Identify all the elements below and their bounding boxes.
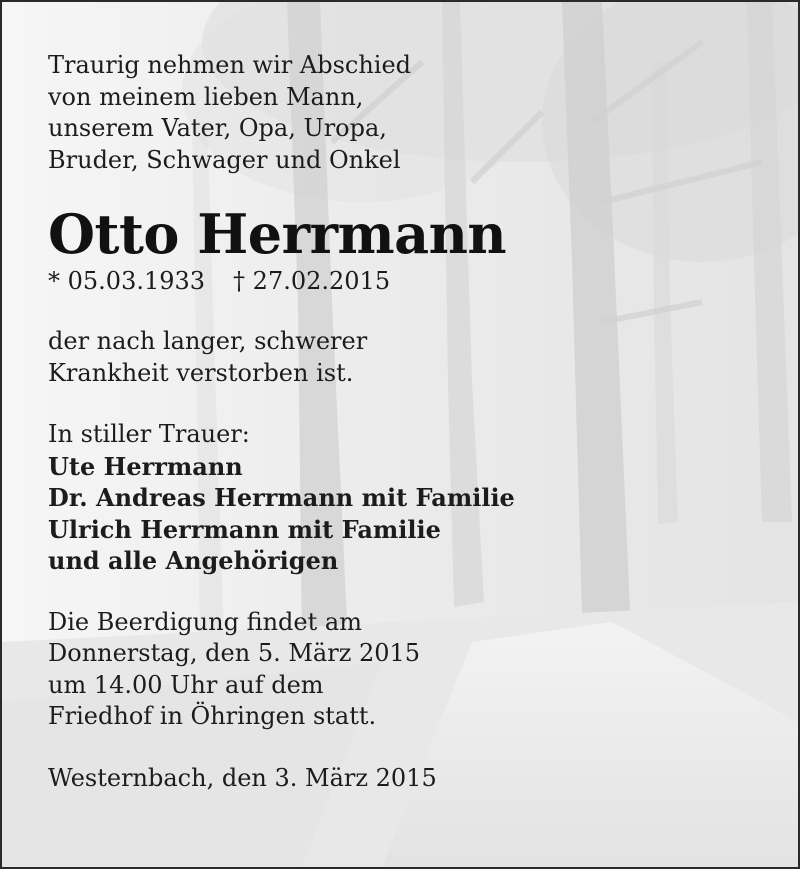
illness-line: Krankheit verstorben ist.: [48, 358, 354, 387]
illness-line: der nach langer, schwerer: [48, 327, 368, 355]
funeral-line: Friedhof in Öhringen statt.: [48, 702, 377, 730]
mourner-name: Ute Herrmann: [48, 451, 243, 481]
deceased-name: Otto Herrmann: [48, 202, 507, 266]
illness-text: [48, 326, 768, 389]
funeral-line: um 14.00 Uhr auf dem: [48, 670, 324, 699]
intro-line: Bruder, Schwager und Onkel: [48, 145, 401, 174]
birth-date: * 05.03.1933: [48, 267, 206, 295]
funeral-line: Die Beerdigung findet am: [48, 607, 362, 636]
notice-content: [48, 50, 768, 794]
intro-line: Traurig nehmen wir Abschied: [48, 51, 412, 79]
mourning-heading: In stiller Trauer:: [48, 420, 250, 448]
place-and-date: Westernbach, den 3. März 2015: [48, 763, 437, 792]
funeral-info: [48, 607, 768, 733]
mourner-name: Dr. Andreas Herrmann mit Familie: [48, 483, 515, 512]
mourners-section: [48, 419, 768, 577]
funeral-line: Donnerstag, den 5. März 2015: [48, 639, 421, 667]
mourners-list: [48, 451, 768, 577]
intro-line: von meinem lieben Mann,: [48, 82, 364, 111]
mourner-name: und alle Angehörigen: [48, 546, 339, 575]
life-dates: [48, 266, 768, 296]
mourner-name: Ulrich Herrmann mit Familie: [48, 514, 441, 544]
intro-text: [48, 50, 768, 176]
death-date: † 27.02.2015: [233, 267, 391, 295]
intro-line: unserem Vater, Opa, Uropa,: [48, 114, 387, 142]
